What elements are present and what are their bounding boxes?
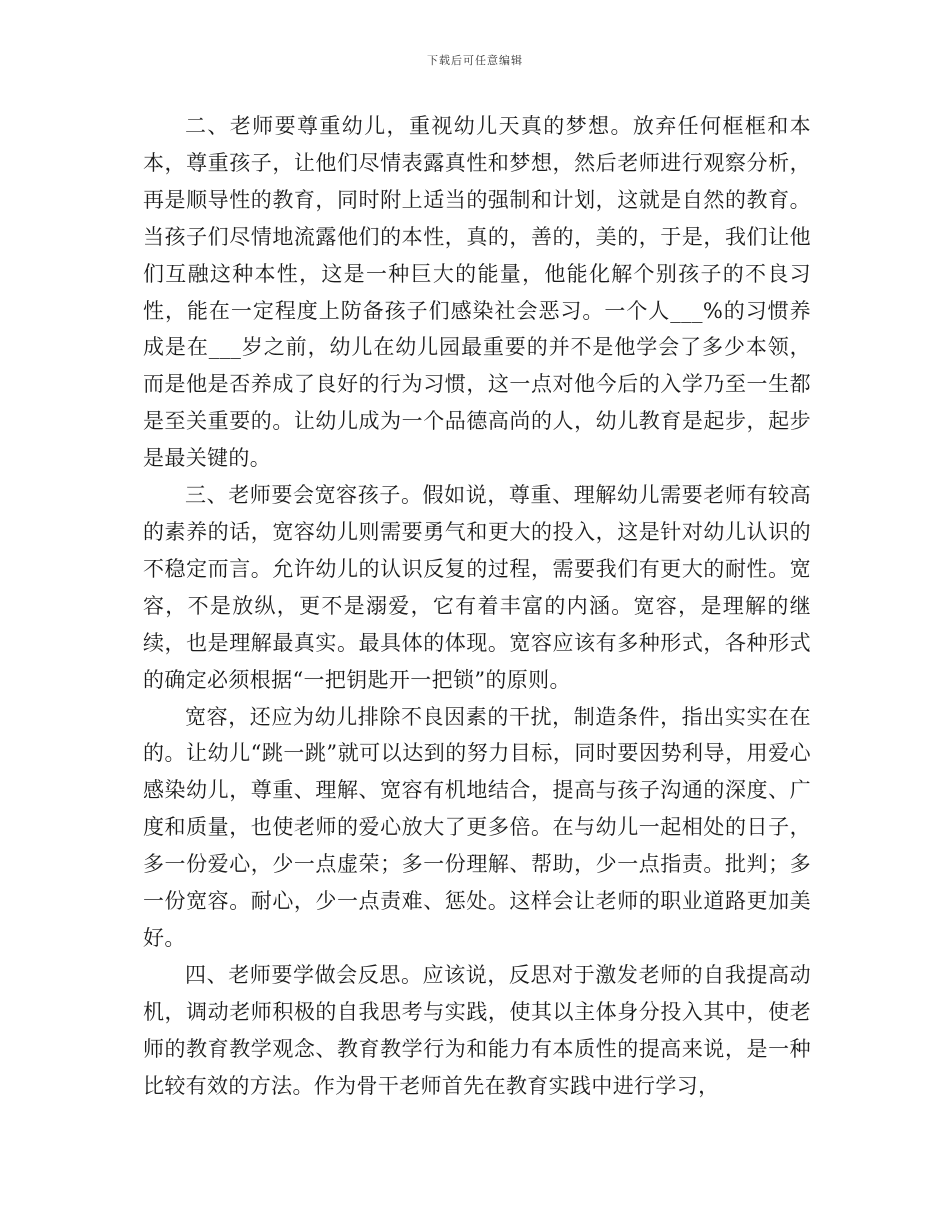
paragraph-respect-children: 二、老师要尊重幼儿，重视幼儿天真的梦想。放弃任何框框和本本，尊重孩子，让他们尽情表露真性和梦想，然后老师进行观察分析，再是顺导性的教育，同时附上适当的强制和计划，这就是自然的教育。当孩子们尽情地流露他们的本性，真的，善的，美的，于是，我们让他们互融这种本性，这是一种巨大的能量，他能化解个别孩子的不良习性，能在一定程度上防备孩子们感染社会恶习。一个人___%的习惯养成是在___岁之前，幼儿在幼儿园最重要的并不是他学会了多少本领，而是他是否养成了良好的行为习惯，这一点对他今后的入学乃至一生都是至关重要的。让幼儿成为一个品德高尚的人，幼儿教育是起步，起步是最关键的。 — [143, 114, 811, 471]
document-body — [143, 108, 811, 1104]
paragraph-tolerance: 三、老师要会宽容孩子。假如说，尊重、理解幼儿需要老师有较高的素养的话，宽容幼儿则需要勇气和更大的投入，这是针对幼儿认识的不稳定而言。允许幼儿的认识反复的过程，需要我们有更大的耐性。宽容，不是放纵，更不是溺爱，它有着丰富的内涵。宽容，是理解的继续，也是理解最真实。最具体的体现。宽容应该有多种形式，各种形式的确定必须根据“一把钥匙开一把锁”的原则。 — [143, 483, 811, 692]
paragraph-tolerance-continued: 宽容，还应为幼儿排除不良因素的干扰，制造条件，指出实实在在的。让幼儿“跳一跳”就可以达到的努力目标，同时要因势利导，用爱心感染幼儿，尊重、理解、宽容有机地结合，提高与孩子沟通的深度、广度和质量，也使老师的爱心放大了更多倍。在与幼儿一起相处的日子，多一份爱心，少一点虚荣；多一份理解、帮助，少一点指责。批判；多一份宽容。耐心，少一点责难、惩处。这样会让老师的职业道路更加美好。 — [143, 704, 811, 950]
paragraph-reflection: 四、老师要学做会反思。应该说，反思对于激发老师的自我提高动机，调动老师积极的自我思考与实践，使其以主体身分投入其中，使老师的教育教学观念、教育教学行为和能力有本质性的提高来说，是一种比较有效的方法。作为骨干老师首先在教育实践中进行学习， — [143, 962, 811, 1098]
page-header: 下载后可任意编辑 — [427, 54, 523, 67]
